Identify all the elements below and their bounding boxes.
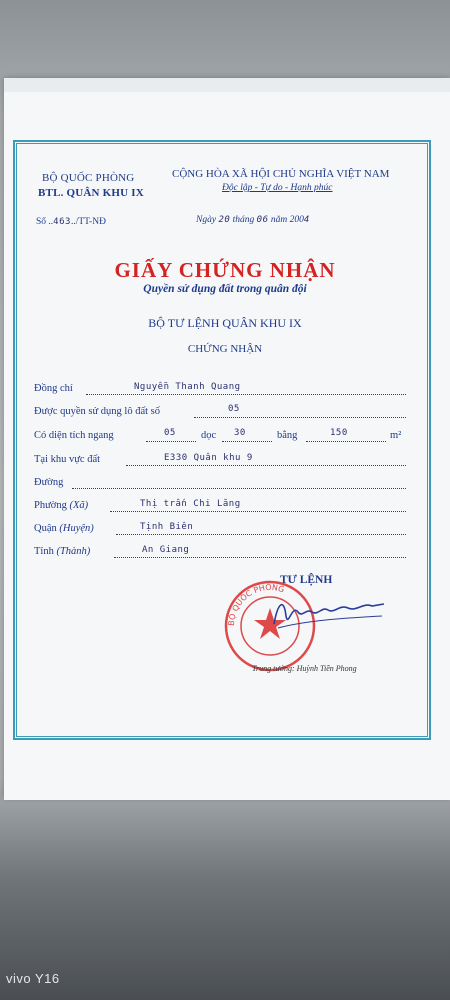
date-prefix: Ngày [196, 215, 217, 225]
issuer-name: BỘ TƯ LỆNH QUÂN KHU IX [148, 316, 302, 330]
depth-label: dọc [201, 430, 217, 441]
camera-watermark: vivo Y16 [6, 971, 60, 986]
plot-label: Được quyền sử dụng lô đất số [34, 406, 161, 417]
province-alt-label: (Thành) [56, 546, 91, 557]
street-row [34, 477, 406, 493]
document-number [36, 217, 106, 227]
seal-text: BỘ QUỐC PHÒNG [226, 582, 286, 627]
depth-value: 30 [234, 428, 246, 438]
national-motto: Độc lập - Tự do - Hạnh phúc [222, 183, 333, 193]
signer-rank-name: Trung tướng: Huỳnh Tiền Phong [252, 664, 357, 673]
zone-value: E330 Quân khu 9 [164, 453, 253, 463]
ministry-name: BỘ QUỐC PHÒNG [42, 172, 135, 184]
zone-label: Tại khu vực đất [34, 454, 101, 465]
year-digit: 4 [303, 215, 310, 225]
comrade-row [34, 383, 406, 399]
ward-value: Thị trấn Chi Lăng [140, 499, 241, 509]
area-row [34, 430, 406, 446]
area-label: Có diện tích ngang [34, 430, 114, 441]
zone-row [34, 454, 406, 470]
certificate-subtitle: Quyền sử dụng đất trong quân đội [143, 283, 307, 295]
year-label: năm 200 [270, 215, 304, 225]
certifies-heading: CHỨNG NHẬN [187, 343, 263, 355]
number-prefix: Số .. [36, 217, 54, 227]
district-value: Tịnh Biên [140, 522, 194, 532]
width-value: 05 [164, 428, 176, 438]
province-label-group [34, 546, 90, 557]
issue-date [196, 215, 310, 225]
district-alt-label: (Huyện) [59, 523, 94, 534]
ward-alt-label: (Xã) [69, 500, 89, 511]
area-value: 150 [330, 428, 348, 438]
district-row [34, 523, 406, 539]
month-label: tháng [232, 215, 255, 225]
comrade-label: Đồng chí [34, 383, 73, 394]
command-name: BTL. QUÂN KHU IX [38, 187, 144, 199]
number-suffix: ../TT-NĐ [70, 217, 106, 227]
plot-value: 05 [228, 404, 240, 414]
province-row [34, 546, 406, 562]
date-day: 20 [218, 215, 231, 225]
signature-scribble [268, 594, 388, 634]
equals-label: bằng [277, 430, 298, 441]
certificate-title: GIẤY CHỨNG NHẬN [114, 258, 336, 282]
district-label: Quận [34, 523, 57, 534]
plot-row [34, 406, 406, 422]
ward-label-group [34, 500, 88, 511]
signer-role: TƯ LỆNH [280, 574, 333, 586]
street-label: Đường [34, 477, 64, 488]
area-unit: m² [390, 430, 402, 441]
comrade-value: Nguyễn Thanh Quang [134, 382, 241, 392]
date-month: 06 [256, 215, 269, 225]
district-label-group [34, 523, 94, 534]
province-label: Tỉnh [34, 546, 54, 557]
ward-label: Phường [34, 500, 67, 511]
ward-row [34, 500, 406, 516]
number-value: 463 [53, 217, 71, 227]
province-value: An Giang [142, 545, 190, 555]
country-name: CỘNG HÒA XÃ HỘI CHỦ NGHĨA VIỆT NAM [172, 168, 390, 180]
